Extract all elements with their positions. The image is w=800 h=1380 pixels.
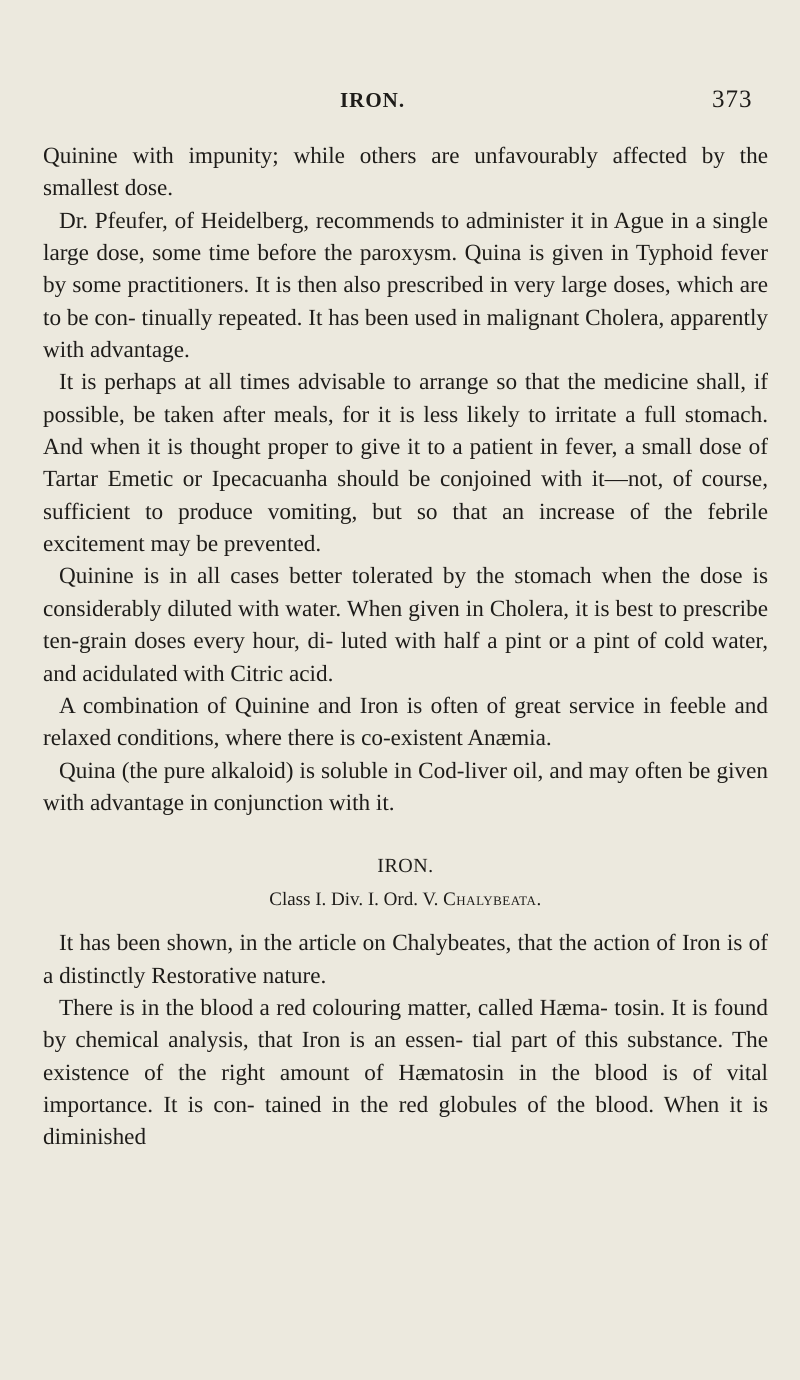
section-heading: IRON.: [377, 855, 434, 878]
paragraph: A combination of Quinine and Iron is often of great service in feeble and relaxed conditions, where there is co-existent Anæmia.: [43, 692, 768, 752]
classification-prefix: Class I. Div. I. Ord. V.: [269, 889, 439, 911]
running-title: IRON.: [340, 88, 406, 112]
paragraph: It is perhaps at all times advisable to arrange so that the medicine shall, if possible, be taken after meals, for it is less likely to irritate a full stomach. And when it is thought proper to give it to a patient in fever, a small dose of Tartar Emetic or Ipecacuanha should be conjoined with it—not, of course, sufficient to produce vomiting, but so that an increase of the febrile excitement may be prevented.: [43, 369, 768, 558]
body-text: [43, 140, 768, 1154]
paragraph: It has been shown, in the article on Chalybeates, that the action of Iron is of a distinctly Restorative nature.: [43, 930, 768, 989]
classification-name: Chalybeata.: [443, 889, 542, 911]
paragraph: Quinine is in all cases better tolerated by the stomach when the dose is considerably diluted with water. When given in Cholera, it is best to prescribe ten-grain doses every hour, di- luted with half a pint or a pint of cold water, and acidulated with Citric acid.: [43, 563, 768, 687]
page-number: 373: [712, 86, 753, 113]
paragraph: There is in the blood a red colouring matter, called Hæma- tosin. It is found by chemical analysis, that Iron is an essen- tial part of this substance. The existence of the right amount of Hæmatosin in the blood is of vital importance. It is con- tained in the red globules of the blood. When it is diminished: [43, 994, 768, 1151]
paragraph: Quina (the pure alkaloid) is soluble in Cod-liver oil, and may often be given with advantage in conjunction with it.: [43, 757, 768, 816]
classification-line: [43, 887, 768, 913]
running-head: [0, 88, 800, 118]
paragraph: Dr. Pfeufer, of Heidelberg, recommends to administer it in Ague in a single large dose, some time before the paroxysm. Quina is given in Typhoid fever by some practitioners. It is then also prescribed in very large doses, which are to be con- tinually repeated. It has been used in malignant Cholera, apparently with advantage.: [43, 207, 769, 364]
paragraph-continued: Quinine with impunity; while others are unfavourably affected by the smallest dose.: [43, 143, 768, 202]
